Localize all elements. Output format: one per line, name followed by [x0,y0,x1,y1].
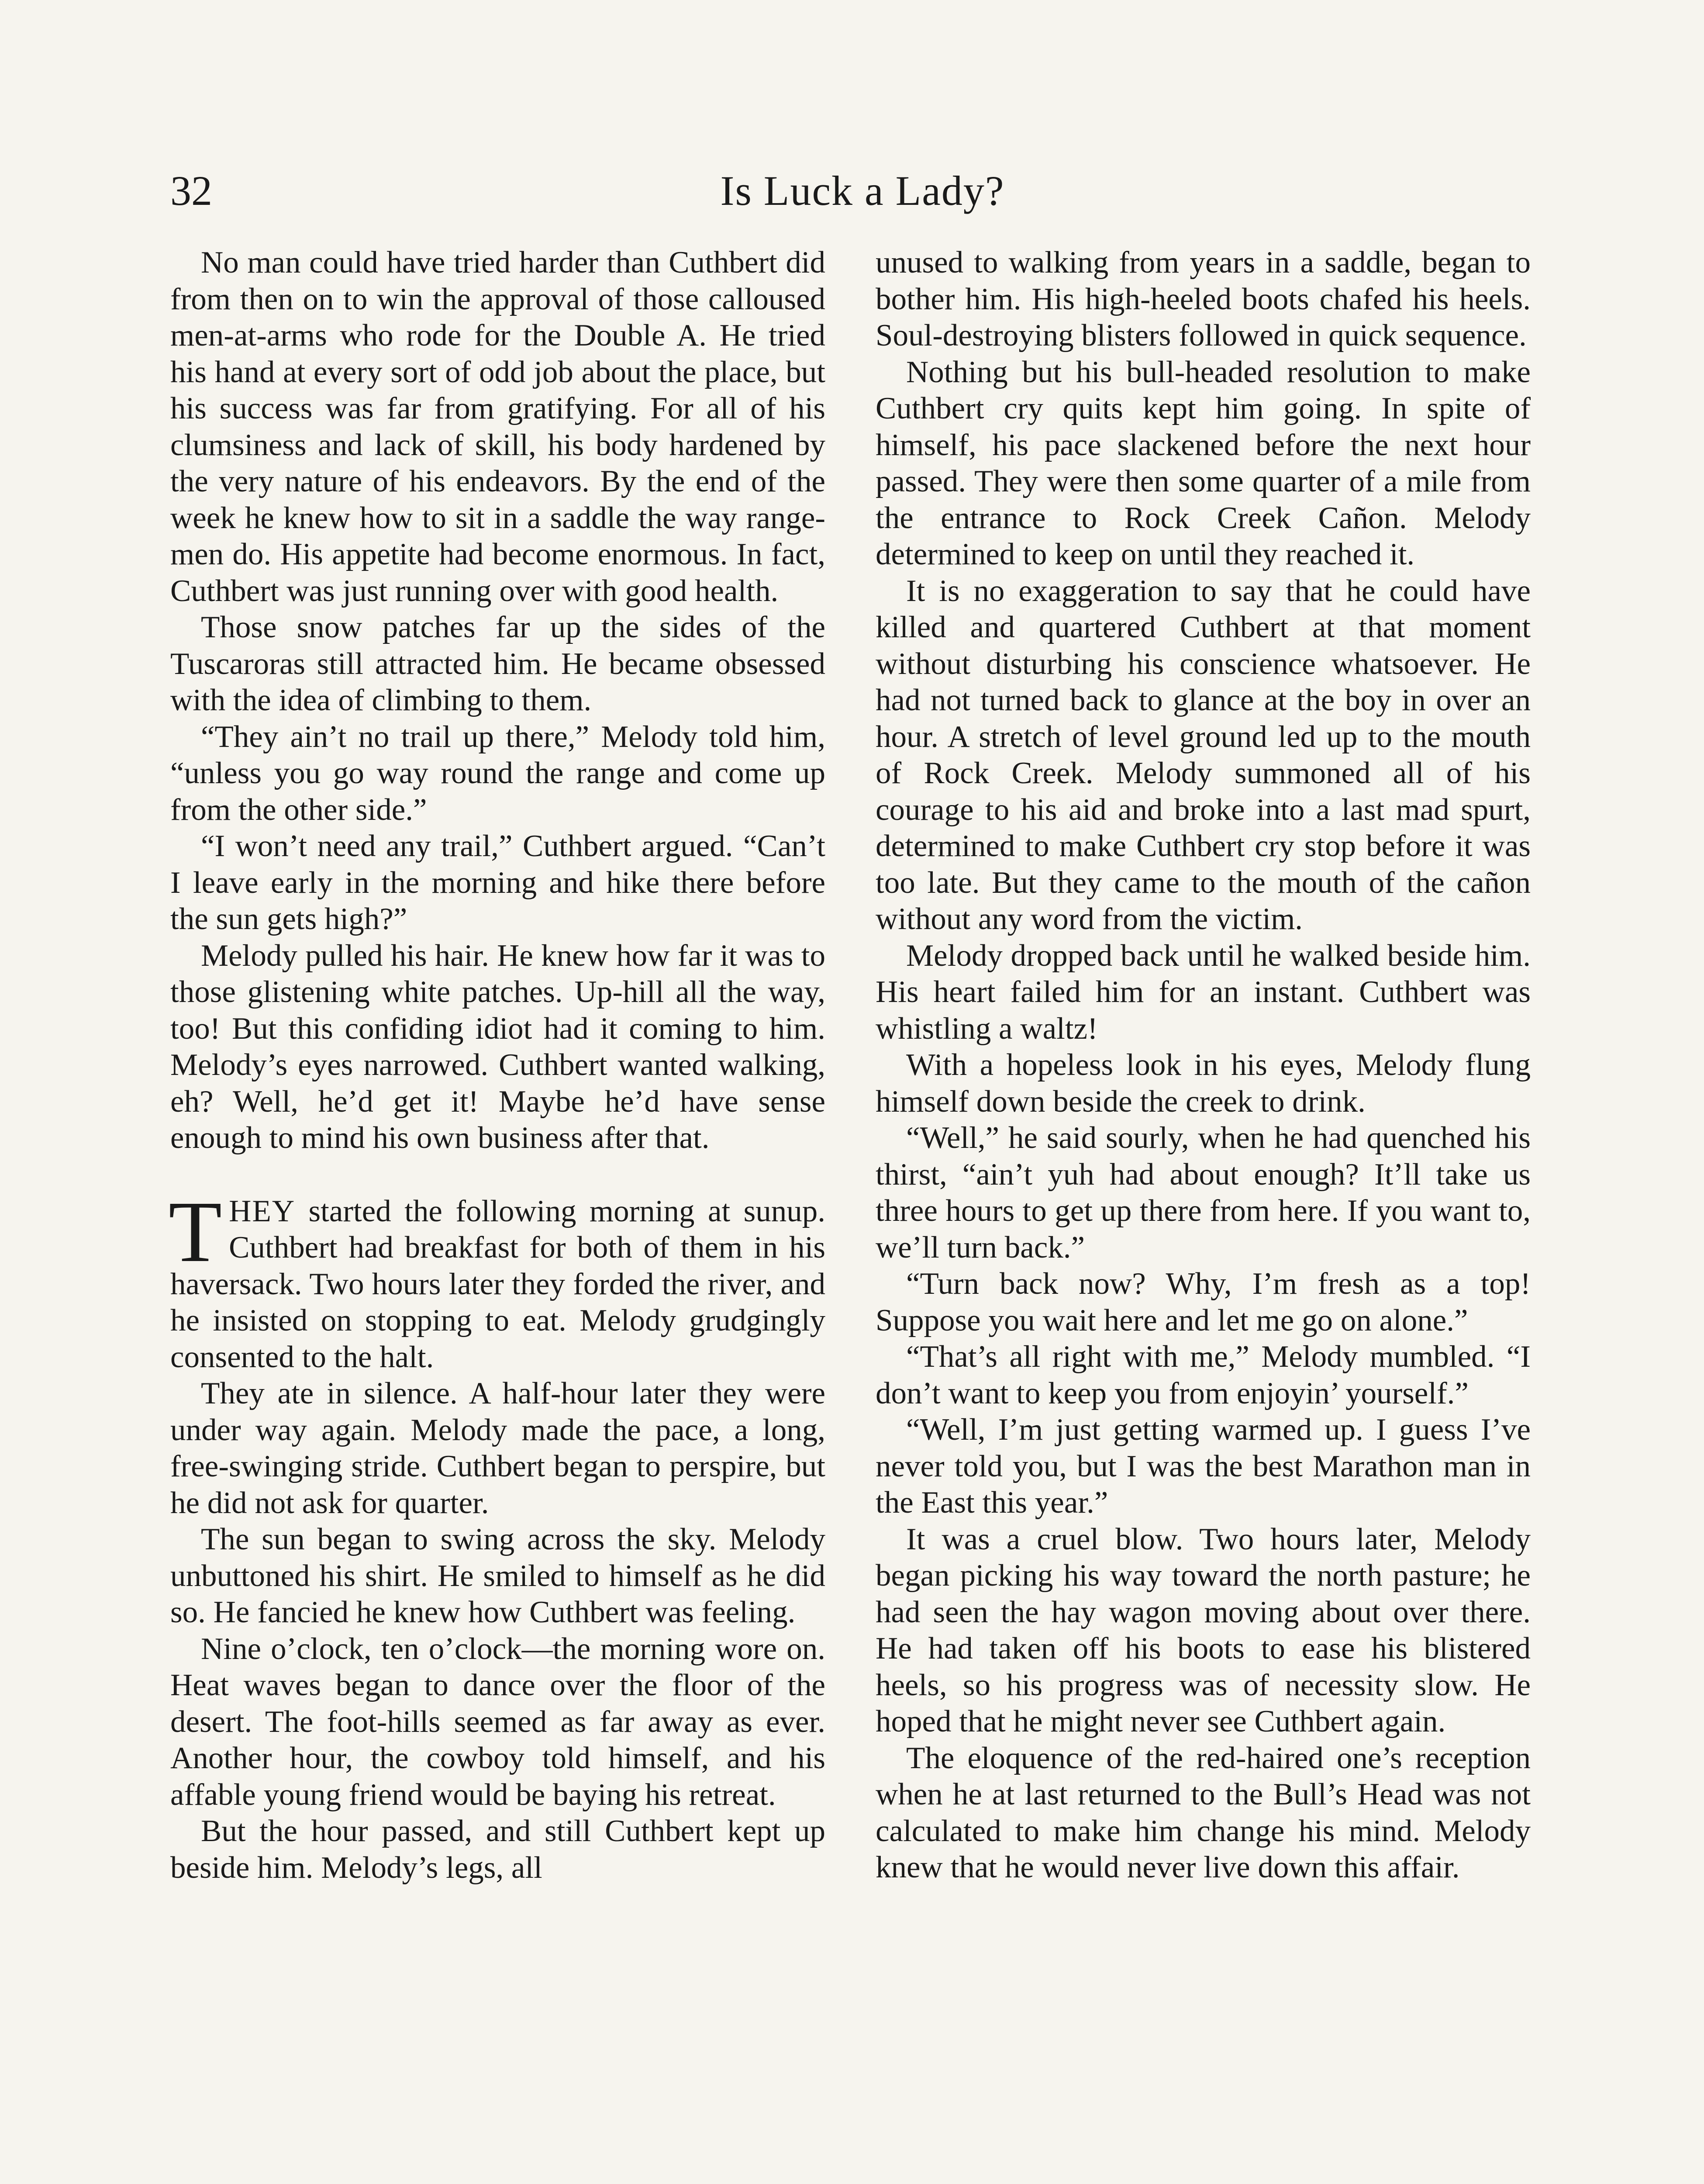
paragraph: But the hour passed, and still Cuthbert kept up beside him. Melody’s legs, all [170,1814,825,1885]
paragraph: “That’s all right with me,” Melody mumbled. “I don’t want to keep you from enjoyin’ yourself.” [876,1340,1531,1410]
paragraph: The sun began to swing across the sky. Melody unbuttoned his shirt. He smiled to himself as he did so. He fancied he knew how Cuthbert was feeling. [170,1522,825,1629]
left-column [170,245,825,1886]
drop-cap: T [169,1183,222,1280]
paragraph: No man could have tried harder than Cuthbert did from then on to win the approval of those calloused men-at-arms who rode for the Double A. He tried his hand at every sort of odd job about the place, but his success was far from gratifying. For all of his clumsiness and lack of skill, his body hardened by the very nature of his endeavors. By the end of the week he knew how to sit in a saddle the way range-men do. His appetite had become enormous. In fact, Cuthbert was just running over with good health. [170,245,825,608]
page-number: 32 [170,167,212,214]
paragraph: Melody dropped back until he walked beside him. His heart failed him for an instant. Cuthbert was whistling a waltz! [876,938,1531,1046]
paragraph: The eloquence of the red-haired one’s reception when he at last returned to the Bull’s Head was not calculated to make him change his mind. Melody knew that he would never live down this affair. [876,1741,1531,1884]
paragraph: It was a cruel blow. Two hours later, Melody began picking his way toward the north pasture; he had seen the hay wagon moving about over there. He had taken off his boots to ease his blistered heels, so his progress was of necessity slow. He hoped that he might never see Cuthbert again. [876,1522,1531,1738]
paragraph: Melody pulled his hair. He knew how far it was to those glistening white patches. Up-hill all the way, too! But this confiding idiot had it coming to him. Melody’s eyes narrowed. Cuthbert wanted walking, eh? Well, he’d get it! Maybe he’d have sense enough to mind his own business after that. [170,938,825,1155]
section-opening-paragraph [169,1183,825,1376]
running-title: Is Luck a Lady? [720,167,1005,214]
small-caps-lead: HEY [229,1194,296,1228]
paragraph: “Turn back now? Why, I’m fresh as a top! Suppose you wait here and let me go on alone.” [876,1267,1531,1337]
paragraph: “Well,” he said sourly, when he had quenched his thirst, “ain’t yuh had about enough? It’ll take us three hours to get up there from here. If you want to, we’ll turn back.” [876,1121,1531,1265]
paragraph: They ate in silence. A half-hour later they were under way again. Melody made the pace, a long, free-swinging stride. Cuthbert began to perspire, but he did not ask for quarter. [170,1376,825,1520]
right-column [876,245,1531,1886]
paragraph-text: started the following morning at sunup. Cuthbert had breakfast for both of them in his haversack. Two hours later they forded the river, and he insisted on stopping to eat. Melody grudgingly consented to the halt. [170,1194,825,1374]
paragraph: “They ain’t no trail up there,” Melody told him, “unless you go way round the range and come up from the other side.” [170,719,825,827]
paragraph: Nothing but his bull-headed resolution to make Cuthbert cry quits kept him going. In spite of himself, his pace slackened before the next hour passed. They were then some quarter of a mile from the entrance to Rock Creek Cañon. Melody determined to keep on until they reached it. [876,355,1531,571]
paragraph: “Well, I’m just getting warmed up. I guess I’ve never told you, but I was the best Marathon man in the East this year.” [876,1413,1531,1520]
paragraph: It is no exaggeration to say that he could have killed and quartered Cuthbert at that moment without disturbing his conscience whatsoever. He had not turned back to glance at the boy in over an hour. A stretch of level ground led up to the mouth of Rock Creek. Melody summoned all of his courage to his aid and broke into a last mad spurt, determined to make Cuthbert cry stop before it was too late. But they came to the mouth of the cañon without any word from the victim. [876,574,1531,936]
page-header [170,158,1555,224]
paragraph-continuation: unused to walking from years in a saddle, began to bother him. His high-heeled boots chafed his heels. Soul-destroying blisters followed in quick sequence. [876,245,1531,352]
paragraph: “I won’t need any trail,” Cuthbert argued. “Can’t I leave early in the morning and hike there before the sun gets high?” [170,829,825,936]
paragraph: Those snow patches far up the sides of the Tuscaroras still attracted him. He became obsessed with the idea of climbing to them. [170,610,825,717]
paragraph: With a hopeless look in his eyes, Melody flung himself down beside the creek to drink. [876,1048,1531,1119]
paragraph: Nine o’clock, ten o’clock—the morning wore on. Heat waves began to dance over the floor of the desert. The foot-hills seemed as far away as ever. Another hour, the cowboy told himself, and his affable young friend would be baying his retreat. [170,1631,825,1812]
